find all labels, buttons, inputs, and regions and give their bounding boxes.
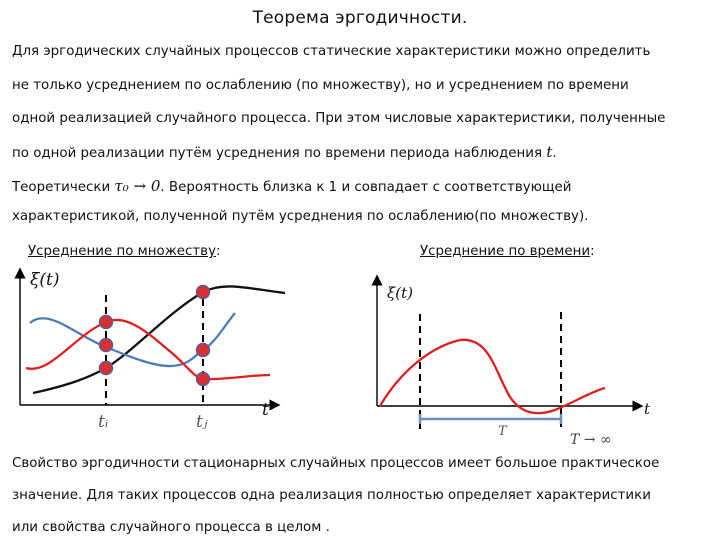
paragraph-line-4 (12, 143, 557, 161)
observation-period-symbol: t (546, 143, 553, 161)
interval-label: T (498, 424, 507, 439)
ensemble-plot (0, 265, 300, 440)
marker-ti-blue (100, 339, 113, 352)
caption-ensemble-colon: : (216, 244, 221, 259)
x-axis-label: t (262, 400, 269, 420)
limit-label: T → ∞ (570, 432, 612, 448)
marker-ti-red (100, 316, 113, 329)
paragraph-line-3: одной реализацией случайного процесса. При этом числовые характеристики, полученные (12, 111, 666, 126)
red-realization-curve (26, 320, 270, 379)
single-realization-curve (380, 340, 605, 413)
paragraph-line-2: не только усреднением по ослаблению (по множеству), но и усреднением по времени (12, 78, 629, 93)
conclusion-line-2: значение. Для таких процессов одна реализация полностью определяет характеристики (12, 488, 651, 503)
blue-realization-curve (30, 313, 235, 366)
page-title: Теорема эргодичности. (252, 8, 468, 28)
paragraph-line-5-end: . Вероятность близка к 1 и совпадает с соответствующей (160, 180, 572, 195)
y-axis-label: ξ(t) (30, 270, 60, 290)
caption-ensemble-averaging (28, 244, 221, 259)
time-average-plot (360, 272, 680, 447)
caption-ensemble-text: Усреднение по множеству (28, 244, 216, 259)
marker-ti-black (100, 362, 113, 375)
caption-time-averaging (420, 244, 595, 259)
conclusion-line-1: Свойство эргодичности стационарных случайных процессов имеет большое практическое (12, 456, 660, 471)
caption-time-colon: : (590, 244, 595, 259)
marker-tj-black (197, 286, 210, 299)
paragraph-line-5-text: Теоретически (12, 180, 111, 195)
caption-time-text: Усреднение по времени (420, 244, 591, 259)
marker-tj-red (197, 373, 210, 386)
paragraph-line-4-end: . (552, 146, 557, 161)
marker-tj-blue (197, 344, 210, 357)
paragraph-line-4-text: по одной реализации путём усреднения по времени периода наблюдения (12, 146, 543, 161)
tick-label-tj: tⱼ (196, 412, 208, 432)
x-axis-label: t (644, 400, 651, 418)
conclusion-line-3: или свойства случайного процесса в целом . (12, 520, 330, 535)
tau-limit-formula: τ₀ → 0 (114, 177, 161, 195)
paragraph-line-1: Для эргодических случайных процессов статические характеристики можно определить (12, 44, 651, 59)
y-axis-label: ξ(t) (387, 284, 413, 302)
ti-markers (100, 316, 113, 375)
paragraph-line-5 (12, 177, 571, 195)
tick-label-ti: tᵢ (98, 412, 109, 432)
paragraph-line-6: характеристикой, полученной путём усреднения по ослаблению(по множеству). (12, 209, 589, 224)
